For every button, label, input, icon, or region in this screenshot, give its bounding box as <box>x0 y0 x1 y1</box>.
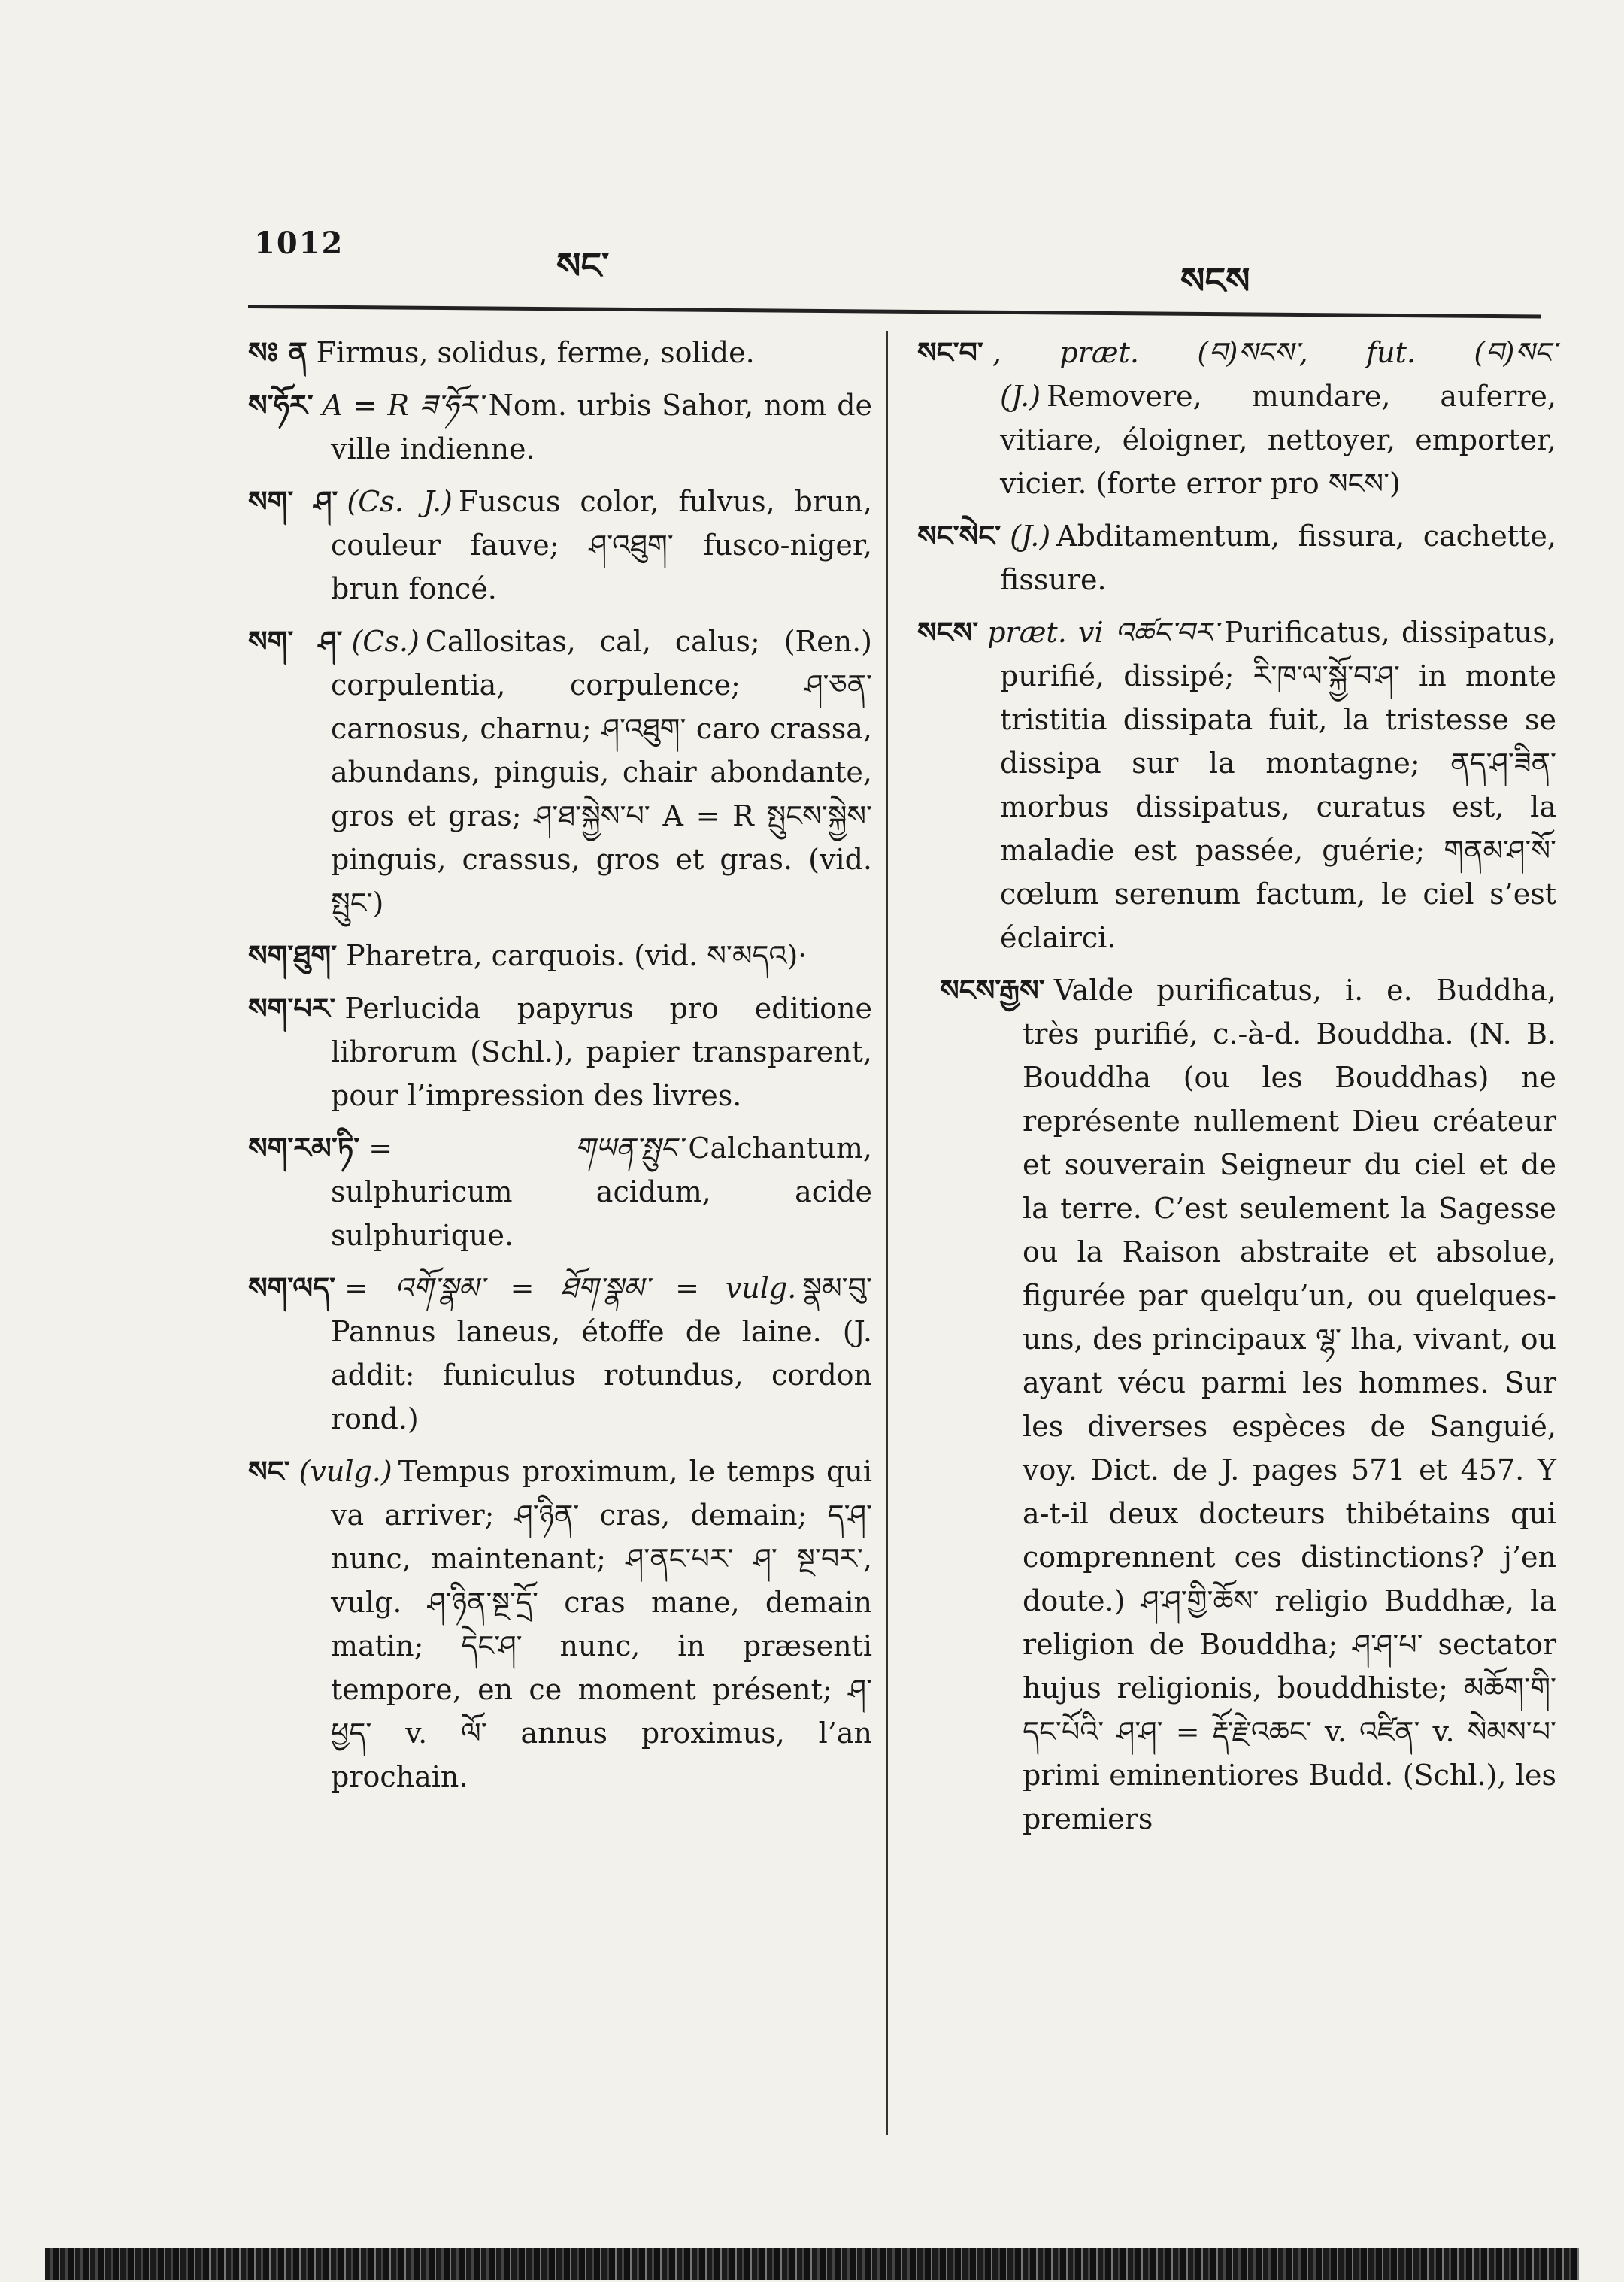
dictionary-entry <box>248 986 872 1117</box>
scan-edge-band <box>45 2248 1579 2280</box>
header-rule <box>248 305 1541 319</box>
entry-grammar: (vulg.) <box>298 1455 392 1488</box>
entry-grammar: (Cs. J.) <box>347 485 453 518</box>
dictionary-entry <box>248 1266 872 1441</box>
dictionary-entry <box>917 331 1556 505</box>
right-column <box>917 331 1556 1850</box>
entry-text: Callositas, cal, calus; (Ren.) corpulentia, corpulence; ཤ་ཅན་ carnosus, charnu; ཤ་འཐུག་ caro crassa, abundans, pinguis, chair abondante, gros et gras; ཤ་ཐ་སྐྱེས་པ་ A = R སྤུངས་སྐྱེས་ pinguis, crassus, gros et gras. (vid. སྤུང་) <box>331 625 873 920</box>
entry-text: Removere, mundare, auferre, vitiare, éloigner, nettoyer, emporter, vicier. (forte error pro སངས་) <box>1000 380 1556 500</box>
entry-text: Purificatus, dissipatus, purifié, dissipé; རི་ཁ་ལ་སྐྱོ་བ་ཤ་ in monte tristitia dissipata fuit, la tristesse se dissipa sur la montagne; ནད་ཤ་ཟིན་ morbus dissipatus, curatus est, la maladie est passée, guérie; གནམ་ཤ་སོ་ cœlum serenum factum, le ciel s’est éclairci. <box>1000 616 1556 954</box>
entry-headword: སང་སེང་ <box>917 519 1001 553</box>
entry-headword: ས་ཧོར་ <box>248 388 314 422</box>
dictionary-entry <box>917 611 1556 959</box>
entry-headword: སག་ ཤ་ <box>248 484 338 518</box>
entry-grammar: = གཡན་སྤུང་ <box>368 1132 683 1165</box>
dictionary-entry <box>248 383 872 471</box>
entry-grammar: (Cs.) <box>351 625 420 658</box>
entry-headword: སག་ ཤ་ <box>248 624 343 658</box>
entry-headword: སག་པར་ <box>248 991 336 1025</box>
entry-grammar: , præt. (བ)སངས་, fut. (བ)སང་ (J.) <box>992 336 1556 413</box>
entry-text: Calchantum, sulphuricum acidum, acide sulphurique. <box>331 1132 872 1252</box>
guide-word-left: སང་ <box>556 245 610 287</box>
entry-grammar: A = R ཟ་ཧོར་ <box>322 389 483 422</box>
entry-text: Tempus proximum, le temps qui va arriver; ཤ་ཉིན་ cras, demain; ད་ཤ་ nunc, maintenant; ཤ་ནང་པར་ ཤ་ སྔ་བར་, vulg. ཤ་ཉིན་སྔ་དྲོ་ cras mane, demain matin; དེང་ཤ་ nunc, in præsenti tempore, en ce moment présent; ཤ་ཕྱད་ v. ལོ་ annus proximus, l’an prochain. <box>331 1455 872 1793</box>
dictionary-entry <box>917 514 1556 602</box>
entry-headword: སང་ <box>248 1454 290 1488</box>
entry-text: སྣམ་བུ་ Pannus laneus, étoffe de laine. (J. addit: funiculus rotundus, cordon rond.) <box>331 1271 872 1435</box>
dictionary-entry <box>248 480 872 611</box>
entry-text: Pharetra, carquois. (vid. ས་མདའ)· <box>346 939 807 972</box>
entry-text: Valde purificatus, i. e. Buddha, très purifié, c.-à-d. Bouddha. (N. B. Bouddha (ou les Bouddhas) ne représente nullement Dieu créateur et souverain Seigneur du ciel et de la terre. C’est seulement la Sagesse ou la Raison abstraite et absolue, figurée par quelqu’un, ou quelques-uns, des principaux ལྷ་ lha, vivant, ou ayant vécu parmi les hommes. Sur les diverses espèces de Sanguié, voy. Dict. de J. pages 571 et 457. Y a-t-il deux docteurs thibétains qui comprennent ces distinctions? j’en doute.) ཤ་ཤ་གྱི་ཆོས་ religio Buddhæ, la religion de Bouddha; ཤ་ཤ་པ་ sectator hujus religionis, bouddhiste; མཆོག་གི་དང་པོའི་ ཤ་ཤ་ = རྡོ་རྗེ་འཆང་ v. འཛིན་ v. སེམས་པ་ primi eminentiores Budd. (Schl.), les premiers <box>1023 974 1556 1835</box>
entry-headword: སངས་ <box>917 615 979 649</box>
entry-headword: སག་ཐུག་ <box>248 938 338 972</box>
entry-headword: སངས་རྒྱས་ <box>940 973 1045 1007</box>
entry-text: Perlucida papyrus pro editione librorum (Schl.), papier transparent, pour l’impression des livres. <box>331 992 872 1112</box>
dictionary-entry <box>248 331 872 374</box>
entry-grammar: præt. vi འཚང་བར་ <box>987 616 1218 649</box>
entry-headword: སཿ ན <box>248 335 308 369</box>
page-header <box>0 0 1624 331</box>
guide-word-right: སངས <box>1180 260 1250 302</box>
entry-headword: སང་བ་ <box>917 335 983 369</box>
entry-text: Firmus, solidus, ferme, solide. <box>316 336 755 369</box>
dictionary-entry <box>248 620 872 925</box>
dictionary-entry <box>248 1126 872 1257</box>
entry-grammar: = འགོ་སྣམ་ = ཐོག་སྣམ་ = vulg. <box>344 1271 797 1305</box>
column-divider <box>886 331 888 2135</box>
entry-grammar: (J.) <box>1010 520 1051 553</box>
dictionary-entry <box>917 968 1556 1841</box>
dictionary-entry <box>248 1450 872 1799</box>
entry-headword: སག་རམ་ཏི་ <box>248 1131 360 1165</box>
entry-text: Nom. urbis Sahor, nom de ville indienne. <box>331 389 873 465</box>
entry-text: Abditamentum, fissura, cachette, fissure. <box>1000 520 1556 596</box>
dictionary-entry <box>248 934 872 977</box>
entry-headword: སག་ལད་ <box>248 1271 336 1305</box>
left-column <box>248 331 872 1808</box>
page-number: 1012 <box>254 226 344 261</box>
entry-text: Fuscus color, fulvus, brun, couleur fauve; ཤ་འཐུག་ fusco-niger, brun foncé. <box>331 485 873 605</box>
